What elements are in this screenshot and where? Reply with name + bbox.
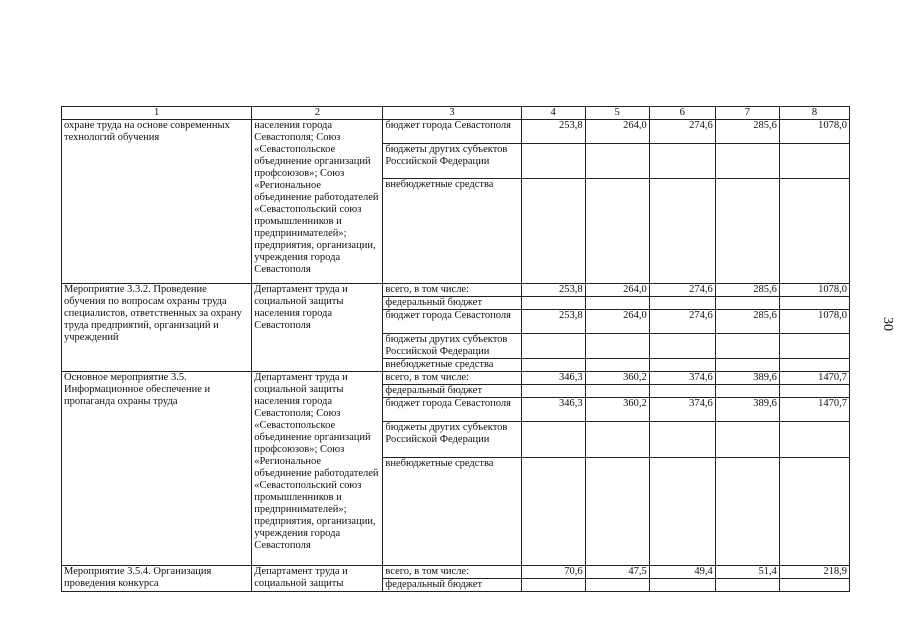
amount-cell	[779, 385, 849, 398]
amount-cell: 285,6	[715, 120, 779, 144]
table-row	[62, 284, 850, 297]
funding-source-cell: внебюджетные средства	[383, 179, 521, 284]
amount-cell	[649, 385, 715, 398]
amount-cell	[715, 179, 779, 284]
funding-source-cell: бюджет города Севастополя	[383, 398, 521, 422]
header-cell-1: 1	[62, 107, 252, 120]
funding-source-cell: всего, в том числе:	[383, 566, 521, 579]
amount-cell: 49,4	[649, 566, 715, 579]
amount-cell	[715, 297, 779, 310]
table-row	[62, 120, 850, 144]
amount-cell	[649, 579, 715, 592]
amount-cell: 253,8	[521, 284, 585, 297]
amount-cell	[521, 579, 585, 592]
amount-cell: 374,6	[649, 372, 715, 385]
header-cell-6: 6	[649, 107, 715, 120]
funding-source-cell: федеральный бюджет	[383, 385, 521, 398]
amount-cell: 253,8	[521, 120, 585, 144]
header-cell-3: 3	[383, 107, 521, 120]
funding-source-cell: бюджет города Севастополя	[383, 120, 521, 144]
amount-cell: 1078,0	[779, 284, 849, 297]
executor-cell: Департамент труда и социальной защиты	[252, 566, 383, 592]
amount-cell	[585, 179, 649, 284]
header-cell-7: 7	[715, 107, 779, 120]
amount-cell: 389,6	[715, 398, 779, 422]
amount-cell: 51,4	[715, 566, 779, 579]
amount-cell	[715, 458, 779, 566]
page-number: 30	[880, 317, 895, 331]
header-cell-2: 2	[252, 107, 383, 120]
event-name-cell: охране труда на основе современных технологий обучения	[62, 120, 252, 284]
amount-cell	[521, 385, 585, 398]
amount-cell	[521, 297, 585, 310]
amount-cell	[779, 458, 849, 566]
amount-cell: 274,6	[649, 310, 715, 334]
amount-cell: 264,0	[585, 310, 649, 334]
amount-cell: 218,9	[779, 566, 849, 579]
amount-cell	[779, 297, 849, 310]
funding-source-cell: всего, в том числе:	[383, 284, 521, 297]
event-name-cell: Основное мероприятие 3.5. Информационное обеспечение и пропаганда охраны труда	[62, 372, 252, 566]
amount-cell	[779, 422, 849, 458]
executor-cell: населения города Севастополя; Союз «Севастопольское объединение организаций профсоюзов»; Союз «Региональное объединение работодателей «Севастопольский союз промышленников и предпринимателей»; предприятия, организации, учреждения города Севастополя	[252, 120, 383, 284]
amount-cell	[779, 179, 849, 284]
amount-cell: 253,8	[521, 310, 585, 334]
amount-cell	[649, 359, 715, 372]
amount-cell	[715, 579, 779, 592]
amount-cell	[715, 359, 779, 372]
amount-cell: 1078,0	[779, 120, 849, 144]
amount-cell: 274,6	[649, 120, 715, 144]
funding-source-cell: бюджеты других субъектов Российской Федерации	[383, 144, 521, 179]
amount-cell: 389,6	[715, 372, 779, 385]
amount-cell	[779, 334, 849, 359]
amount-cell: 1078,0	[779, 310, 849, 334]
funding-source-cell: федеральный бюджет	[383, 297, 521, 310]
funding-source-cell: бюджет города Севастополя	[383, 310, 521, 334]
amount-cell	[779, 579, 849, 592]
amount-cell	[585, 422, 649, 458]
amount-cell	[585, 297, 649, 310]
amount-cell	[649, 297, 715, 310]
funding-source-cell: бюджеты других субъектов Российской Федерации	[383, 334, 521, 359]
funding-source-cell: внебюджетные средства	[383, 458, 521, 566]
amount-cell: 264,0	[585, 120, 649, 144]
amount-cell: 346,3	[521, 372, 585, 385]
amount-cell	[715, 422, 779, 458]
amount-cell	[585, 458, 649, 566]
amount-cell	[585, 334, 649, 359]
header-cell-5: 5	[585, 107, 649, 120]
amount-cell	[649, 179, 715, 284]
table-body	[62, 120, 850, 592]
executor-cell: Департамент труда и социальной защиты населения города Севастополя	[252, 284, 383, 372]
amount-cell	[585, 579, 649, 592]
amount-cell	[521, 179, 585, 284]
amount-cell: 285,6	[715, 284, 779, 297]
amount-cell	[779, 359, 849, 372]
funding-source-cell: федеральный бюджет	[383, 579, 521, 592]
funding-source-cell: бюджеты других субъектов Российской Федерации	[383, 422, 521, 458]
amount-cell: 360,2	[585, 398, 649, 422]
amount-cell	[649, 458, 715, 566]
amount-cell	[521, 422, 585, 458]
header-cell-8: 8	[779, 107, 849, 120]
table-row	[62, 566, 850, 579]
funding-source-cell: всего, в том числе:	[383, 372, 521, 385]
amount-cell	[649, 334, 715, 359]
amount-cell	[521, 458, 585, 566]
amount-cell: 1470,7	[779, 398, 849, 422]
amount-cell	[585, 144, 649, 179]
amount-cell	[649, 422, 715, 458]
table-row	[62, 372, 850, 385]
amount-cell	[585, 385, 649, 398]
amount-cell	[585, 359, 649, 372]
amount-cell: 1470,7	[779, 372, 849, 385]
amount-cell: 274,6	[649, 284, 715, 297]
amount-cell	[779, 144, 849, 179]
amount-cell: 346,3	[521, 398, 585, 422]
amount-cell	[521, 334, 585, 359]
amount-cell: 47,5	[585, 566, 649, 579]
amount-cell	[521, 144, 585, 179]
funding-table	[61, 106, 850, 592]
executor-cell: Департамент труда и социальной защиты населения города Севастополя; Союз «Севастопольское объединение организаций профсоюзов»; Союз «Региональное объединение работодателей «Севастопольский союз промышленников и предпринимателей»; предприятия, организации, учреждения города Севастополя	[252, 372, 383, 566]
amount-cell	[521, 359, 585, 372]
amount-cell	[715, 334, 779, 359]
amount-cell: 285,6	[715, 310, 779, 334]
amount-cell: 264,0	[585, 284, 649, 297]
amount-cell: 374,6	[649, 398, 715, 422]
event-name-cell: Мероприятие 3.3.2. Проведение обучения по вопросам охраны труда специалистов, ответственных за охрану труда предприятий, организаций и учреждений	[62, 284, 252, 372]
funding-source-cell: внебюджетные средства	[383, 359, 521, 372]
amount-cell: 360,2	[585, 372, 649, 385]
header-row	[62, 107, 850, 120]
header-cell-4: 4	[521, 107, 585, 120]
amount-cell	[715, 385, 779, 398]
event-name-cell: Мероприятие 3.5.4. Организация проведения конкурса	[62, 566, 252, 592]
amount-cell	[715, 144, 779, 179]
amount-cell: 70,6	[521, 566, 585, 579]
amount-cell	[649, 144, 715, 179]
